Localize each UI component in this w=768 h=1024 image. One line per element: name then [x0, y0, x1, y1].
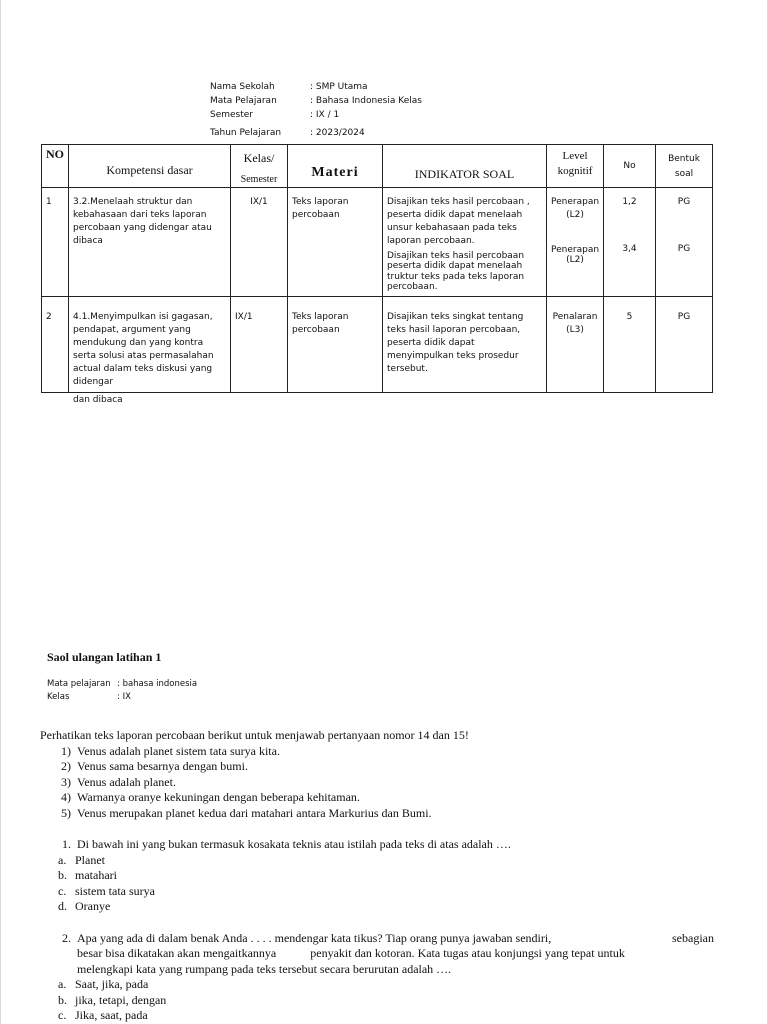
exam-meta-value: : bahasa indonesia: [117, 679, 198, 689]
cell-bentuk: [656, 297, 713, 393]
cell-kd: [69, 297, 231, 393]
header-label: Nama Sekolah: [210, 82, 275, 92]
question-number: 1.: [62, 837, 71, 851]
col-header-kd-label: Kompetensi dasar: [106, 163, 193, 177]
col-header-nomor: [604, 145, 656, 188]
answer-option: [40, 868, 730, 884]
table-continuation-text: dan dibaca: [73, 395, 123, 405]
indikator-text: Disajikan teks singkat tentang teks hasil laporan percobaan, peserta didik dapat menyimpulkan teks prosedur tersebut.: [387, 312, 524, 374]
row-number: 1: [46, 197, 52, 207]
exam-body: [40, 728, 730, 1024]
col-header-no: [42, 145, 69, 188]
kompetensi-dasar-text: 3.2.Menelaah struktur dan kebahasaan dari teks laporan percobaan yang didengar atau dibaca: [73, 197, 212, 246]
nomor-soal: 5: [626, 312, 633, 322]
col-header-bentuk-label: Bentuk soal: [668, 154, 700, 179]
col-header-level: [547, 145, 604, 188]
cell-bentuk: [656, 188, 713, 297]
question-line-part: penyakit dan kotoran. Kata tugas atau konjungsi yang tepat untuk: [310, 946, 625, 960]
header-value: : 2023/2024: [310, 128, 365, 138]
option-letter: b.: [58, 992, 67, 1007]
document-header: [210, 80, 422, 140]
bentuk-soal: PG: [677, 197, 691, 207]
header-row-school: [210, 80, 422, 94]
question-line: [77, 931, 730, 947]
nomor-soal: 1,2: [622, 197, 637, 207]
col-header-kd: [69, 145, 231, 188]
col-header-materi: [288, 145, 383, 188]
level-kognitif-text-2: Penerapan (L2): [551, 245, 600, 265]
bentuk-soal-2: PG: [677, 244, 691, 254]
header-row-year: [210, 126, 422, 140]
col-header-nomor-label: No: [623, 161, 636, 171]
header-value: : IX / 1: [310, 110, 340, 120]
list-text: Venus merupakan planet kedua dari matahari antara Markurius dan Bumi.: [77, 805, 432, 820]
kelas-semester-text: IX/1: [235, 312, 253, 322]
cell-kd: [69, 188, 231, 297]
exam-meta-class: [47, 691, 197, 704]
cell-indikator: [383, 188, 547, 297]
question-line-part: sebagian: [672, 930, 714, 945]
col-header-indikator-label: INDIKATOR SOAL: [414, 167, 515, 181]
option-letter: c.: [58, 883, 67, 898]
list-text: Venus adalah planet sistem tata surya kita.: [77, 743, 280, 758]
option-text: sistem tata surya: [75, 883, 155, 898]
cell-nomor: [604, 297, 656, 393]
level-kognitif-text: Penalaran (L3): [552, 312, 598, 335]
header-label: Tahun Pelajaran: [210, 128, 282, 138]
question-2: [40, 931, 730, 1024]
cell-kelas: [231, 188, 288, 297]
indikator-text: Disajikan teks hasil percobaan , peserta didik dapat menelaah unsur kebahasaan pada teks laporan percobaan.: [387, 197, 530, 246]
col-header-semester-label: Semester: [240, 174, 278, 185]
question-line: melengkapi kata yang rumpang pada teks tersebut secara berurutan adalah ….: [77, 961, 452, 976]
exam-meta-value: : IX: [117, 692, 131, 702]
cell-kelas: [231, 297, 288, 393]
question-number: 2.: [62, 930, 71, 945]
question-stem: [40, 931, 730, 978]
option-letter: a.: [58, 852, 67, 867]
cell-level: [547, 188, 604, 297]
kisi-kisi-table: [41, 144, 713, 393]
question-line-part: besar bisa dikatakan akan mengaitkannya: [77, 946, 277, 960]
col-header-bentuk: [656, 145, 713, 188]
col-header-no-label: NO: [46, 147, 64, 161]
list-number: 4): [61, 790, 71, 804]
list-number: 1): [61, 743, 71, 758]
table-row: [42, 188, 713, 297]
cell-indikator: [383, 297, 547, 393]
answer-option: [40, 993, 730, 1009]
list-text: Warnanya oranye kekuningan dengan beberapa kehitaman.: [77, 790, 360, 804]
option-text: jika, tetapi, dengan: [75, 992, 167, 1007]
option-letter: d.: [58, 899, 67, 913]
col-header-kelas-label: Kelas/: [243, 151, 275, 165]
answer-option: [40, 977, 730, 993]
answer-option: [40, 884, 730, 900]
col-header-materi-label: Materi: [311, 165, 359, 180]
option-letter: a.: [58, 977, 67, 991]
option-text: Planet: [75, 852, 105, 867]
kompetensi-dasar-text: 4.1.Menyimpulkan isi gagasan, pendapat, argument yang mendukung dan yang kontra serta solusi atas permasalahan actual dalam teks diskusi yang didengar: [73, 312, 214, 387]
list-item: [40, 806, 730, 822]
answer-option: [40, 853, 730, 869]
list-item: [40, 790, 730, 806]
option-text: Saat, jika, pada: [75, 977, 149, 991]
list-number: 3): [61, 774, 71, 789]
level-kognitif-text: Penerapan (L2): [551, 197, 600, 220]
indikator-text-2: [383, 251, 546, 294]
page-edge-left: [0, 0, 1, 1024]
header-label: Mata Pelajaran: [210, 96, 277, 106]
question-line-part: Apa yang ada di dalam benak Anda . . . . mendengar kata tikus? Tiap orang punya jawaban sendiri,: [77, 930, 552, 945]
question-stem: [40, 837, 730, 853]
cell-materi: [288, 297, 383, 393]
header-row-semester: [210, 108, 422, 122]
nomor-soal-2: 3,4: [622, 244, 637, 254]
list-number: 2): [61, 759, 71, 773]
materi-text: Teks laporan percobaan: [292, 197, 349, 220]
cell-level: [547, 297, 604, 393]
option-text: matahari: [75, 868, 117, 882]
header-label: Semester: [210, 110, 254, 120]
list-item: [40, 775, 730, 791]
exam-meta-label: Mata pelajaran: [47, 679, 111, 689]
exam-title: Saol ulangan latihan 1: [47, 650, 162, 664]
exam-meta-label: Kelas: [47, 692, 70, 702]
cell-no: [42, 188, 69, 297]
cell-no: [42, 297, 69, 393]
question-text: [77, 931, 730, 978]
cell-materi: [288, 188, 383, 297]
col-header-kelas: [231, 145, 288, 188]
exam-meta: [47, 678, 197, 704]
list-item: [40, 759, 730, 775]
question-1: [40, 837, 730, 915]
question-text: Di bawah ini yang bukan termasuk kosakata teknis atau istilah pada teks di atas adalah ….: [77, 837, 511, 851]
answer-option: [40, 1008, 730, 1024]
indikator-text-2b: truktur teks pada teks laporan percobaan.: [387, 272, 525, 292]
list-text: Venus adalah planet.: [77, 774, 176, 789]
table-header-row: [42, 145, 713, 188]
option-letter: b.: [58, 868, 67, 882]
header-value: : Bahasa Indonesia Kelas: [310, 96, 422, 106]
list-text: Venus sama besarnya dengan bumi.: [77, 759, 248, 773]
materi-text: Teks laporan percobaan: [292, 312, 349, 335]
list-item: [40, 744, 730, 760]
indikator-text-2a: Disajikan teks hasil percobaan peserta didik dapat menelaah: [387, 251, 525, 271]
bentuk-soal: PG: [677, 312, 691, 322]
question-line: [77, 946, 730, 962]
exam-intro: Perhatikan teks laporan percobaan berikut untuk menjawab pertanyaan nomor 14 dan 15!: [40, 728, 469, 742]
option-text: Jika, saat, pada: [75, 1008, 148, 1022]
kelas-semester-text: IX/1: [250, 197, 268, 207]
header-row-subject: [210, 94, 422, 108]
table-row: [42, 297, 713, 393]
col-header-indikator: [383, 145, 547, 188]
header-value: : SMP Utama: [310, 82, 368, 92]
col-header-level-label: Level kognitif: [557, 150, 593, 177]
cell-nomor: [604, 188, 656, 297]
option-text: Oranye: [75, 899, 111, 913]
row-number: 2: [46, 312, 52, 322]
answer-option: [40, 899, 730, 915]
option-letter: c.: [58, 1008, 67, 1022]
list-number: 5): [61, 805, 71, 820]
exam-meta-subject: [47, 678, 197, 691]
